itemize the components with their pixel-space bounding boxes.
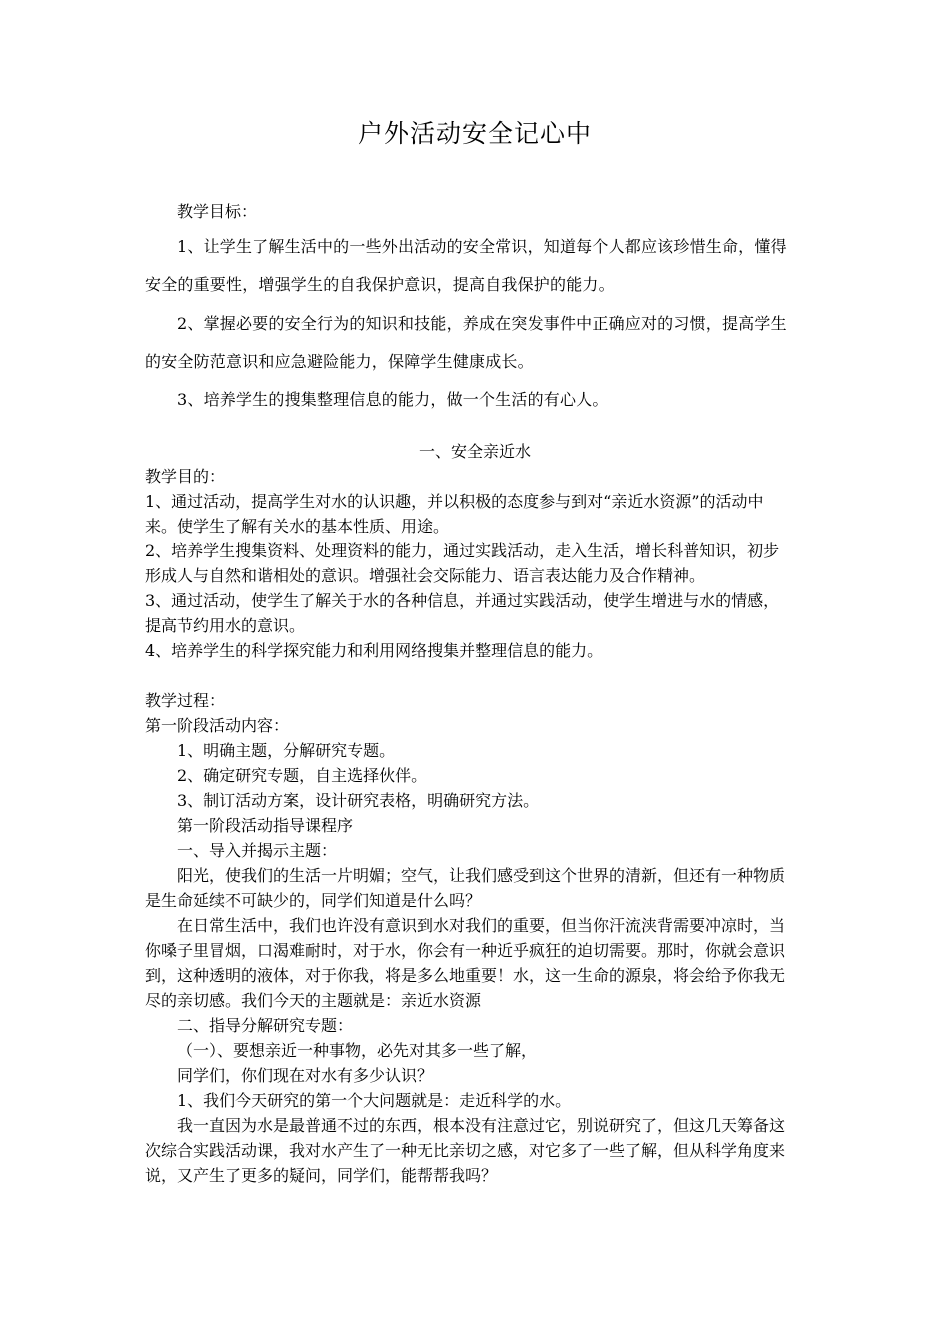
stage1-item: 2、确定研究专题，自主选择伙伴。 [177, 766, 428, 785]
purpose-line: 3、通过活动，使学生了解关于水的各种信息，并通过实践活动，使学生增进与水的情感， [145, 591, 780, 610]
paragraph-line: 说，又产生了更多的疑问，同学们，能帮帮我吗？ [145, 1166, 498, 1185]
question-line: 1、我们今天研究的第一个大问题就是：走近科学的水。 [177, 1091, 572, 1110]
paragraph-line: 是生命延续不可缺少的，同学们知道是什么吗？ [145, 891, 482, 910]
purpose-line: 来。使学生了解有关水的基本性质、用途。 [145, 517, 450, 536]
purpose-line: 4、培养学生的科学探究能力和利用网络搜集并整理信息的能力。 [145, 641, 604, 660]
stage1-heading: 第一阶段活动内容： [145, 716, 290, 735]
paragraph-line: 我一直因为水是最普通不过的东西，根本没有注意过它，别说研究了，但这几天筹备这 [177, 1116, 786, 1135]
stage1-item: 3、制订活动方案，设计研究表格，明确研究方法。 [177, 791, 540, 810]
question-line: 同学们，你们现在对水有多少认识？ [177, 1066, 434, 1085]
objective-1-line-2: 安全的重要性，增强学生的自我保护意识，提高自我保护的能力。 [145, 275, 615, 294]
program-heading: 第一阶段活动指导课程序 [177, 816, 354, 835]
purpose-line: 提高节约用水的意识。 [145, 616, 306, 635]
objective-3: 3、培养学生的搜集整理信息的能力，做一个生活的有心人。 [177, 390, 609, 409]
stage1-item: 1、明确主题，分解研究专题。 [177, 741, 396, 760]
purpose-line: 1、通过活动，提高学生对水的认识趣，并以积极的态度参与到对“亲近水资源”的活动中 [145, 492, 764, 511]
intro-heading: 一、导入并揭示主题： [177, 841, 338, 860]
paragraph-line: 次综合实践活动课，我对水产生了一种无比亲切之感，对它多了一些了解，但从科学角度来 [145, 1141, 786, 1160]
purpose-line: 形成人与自然和谐相处的意识。增强社会交际能力、语言表达能力及合作精神。 [145, 566, 706, 585]
guide-heading: 二、指导分解研究专题： [177, 1016, 354, 1035]
section-heading: 一、安全亲近水 [418, 442, 531, 461]
objectives-heading: 教学目标： [177, 202, 258, 221]
objective-1-line-1: 1、让学生了解生活中的一些外出活动的安全常识，知道每个人都应该珍惜生命，懂得 [177, 237, 787, 256]
page-title: 户外活动安全记心中 [357, 119, 592, 148]
paragraph-line: 到，这种透明的液体，对于你我，将是多么地重要！水，这一生命的源泉，将会给予你我无 [145, 966, 786, 985]
process-heading: 教学过程： [145, 691, 226, 710]
objective-2-line-1: 2、掌握必要的安全行为的知识和技能，养成在突发事件中正确应对的习惯，提高学生 [177, 314, 787, 333]
purpose-line: 2、培养学生搜集资料、处理资料的能力，通过实践活动，走入生活，增长科普知识，初步 [145, 541, 780, 560]
objective-2-line-2: 的安全防范意识和应急避险能力，保障学生健康成长。 [145, 352, 534, 371]
paragraph-line: 在日常生活中，我们也许没有意识到水对我们的重要，但当你汗流浃背需要冲凉时，当 [177, 916, 786, 935]
purpose-heading: 教学目的： [145, 467, 226, 486]
paragraph-line: 尽的亲切感。我们今天的主题就是：亲近水资源 [145, 991, 482, 1010]
subsection-heading: （一）、要想亲近一种事物，必先对其多一些了解， [177, 1041, 538, 1060]
paragraph-line: 你嗓子里冒烟，口渴难耐时，对于水，你会有一种近乎疯狂的迫切需要。那时，你就会意识 [145, 941, 786, 960]
paragraph-line: 阳光，使我们的生活一片明媚；空气，让我们感受到这个世界的清新，但还有一种物质 [177, 866, 786, 885]
